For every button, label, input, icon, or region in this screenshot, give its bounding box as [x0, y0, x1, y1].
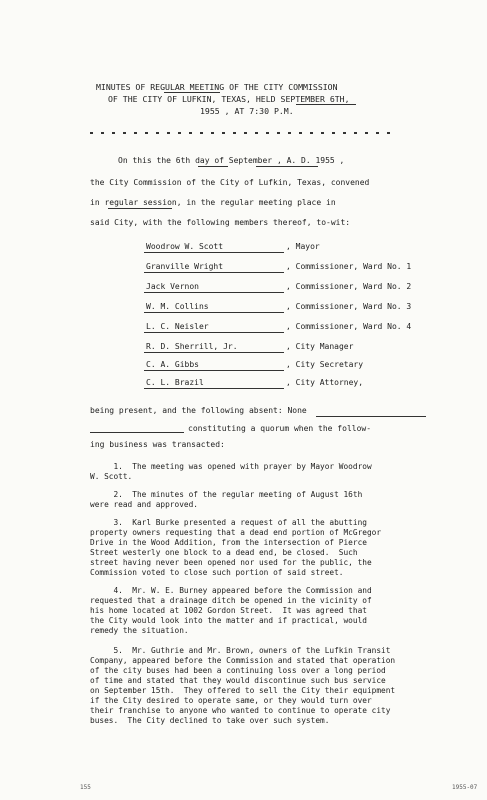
item-4: 4. Mr. W. E. Burney appeared before the Commission and requested that a drainage ditch be opened in the vicinity of his home located at 1002 Gordon Street. It was agreed that the City would look into the matter and if practical, would remedy the situation. [90, 586, 372, 635]
member-6-line [144, 352, 284, 353]
item-3: 3. Karl Burke presented a request of all the abutting property owners requesting that a dead end portion of McGregor Drive in the Wood Addition, from the intersection of Pierce Street westerly one block to a dead end, be closed. Such street having never been opened nor used for the public, the Commission voted to close such portion of said street. [90, 518, 382, 577]
absent-line: being present, and the following absent: None [90, 406, 307, 415]
opening-line-2: the City Commission of the City of Lufkin, Texas, convened [90, 178, 370, 187]
member-4-title: , Commissioner, Ward No. 3 [286, 302, 412, 311]
member-7-line [144, 370, 284, 371]
member-8-title: , City Attorney, [286, 378, 364, 387]
member-1-line [144, 252, 284, 253]
footer-page-left: 155 [80, 784, 91, 791]
month-underline [256, 166, 318, 167]
member-6-name: R. D. Sherrill, Jr. [146, 342, 238, 351]
opening-line-3: in regular session, in the regular meeting place in [90, 198, 336, 207]
header-line-3: 1955 , AT 7:30 P.M. [200, 106, 294, 116]
member-3-name: Jack Vernon [146, 282, 199, 291]
dashed-separator [90, 132, 390, 134]
item-5: 5. Mr. Guthrie and Mr. Brown, owners of the Lufkin Transit Company, appeared before the Commission and stated that operation of the city buses had been a continuing loss over a long period of time and stated that they would discontinue such bus service on September 15th. They offered to sell the City their equipment if the City desired to operate same, or they would turn over their franchise to anyone who wanted to continue to operate city buses. The City declined to take over such system. [90, 646, 396, 725]
member-8-name: C. L. Brazil [146, 378, 204, 387]
member-8-line [144, 388, 284, 389]
absent-underline [316, 416, 426, 417]
member-7-name: C. A. Gibbs [146, 360, 199, 369]
business-line: ing business was transacted: [90, 440, 225, 449]
member-2-line [144, 272, 284, 273]
session-underline [108, 208, 172, 209]
member-2-title: , Commissioner, Ward No. 1 [286, 262, 412, 271]
day-underline [198, 166, 228, 167]
member-5-line [144, 332, 284, 333]
item-1: 1. The meeting was opened with prayer by Mayor Woodrow W. Scott. [90, 462, 372, 481]
member-5-name: L. C. Neisler [146, 322, 209, 331]
member-5-title: , Commissioner, Ward No. 4 [286, 322, 412, 331]
meeting-date-underline [296, 104, 356, 105]
member-6-title: , City Manager [286, 342, 354, 351]
member-1-name: Woodrow W. Scott [146, 242, 224, 251]
member-2-name: Granville Wright [146, 262, 224, 271]
header-line-2: OF THE CITY OF LUFKIN, TEXAS, HELD SEPTEMBER 6TH, [108, 94, 350, 104]
member-7-title: , City Secretary [286, 360, 364, 369]
item-2: 2. The minutes of the regular meeting of August 16th were read and approved. [90, 490, 363, 509]
quorum-line: constituting a quorum when the follow- [188, 424, 372, 433]
opening-line-4: said City, with the following members thereof, to-wit: [90, 218, 351, 227]
footer-page-right: 1955-07 [452, 784, 478, 791]
member-1-title: , Mayor [286, 242, 320, 251]
member-4-line [144, 312, 284, 313]
opening-line-1: On this the 6th day of September , A. D. 1955 , [118, 156, 345, 165]
member-3-title: , Commissioner, Ward No. 2 [286, 282, 412, 291]
header-line-1: MINUTES OF REGULAR MEETING OF THE CITY COMMISSION [96, 82, 338, 92]
regular-underline [164, 92, 220, 93]
member-3-line [144, 292, 284, 293]
member-4-name: W. M. Collins [146, 302, 209, 311]
absent-continuation-underline [90, 432, 184, 433]
